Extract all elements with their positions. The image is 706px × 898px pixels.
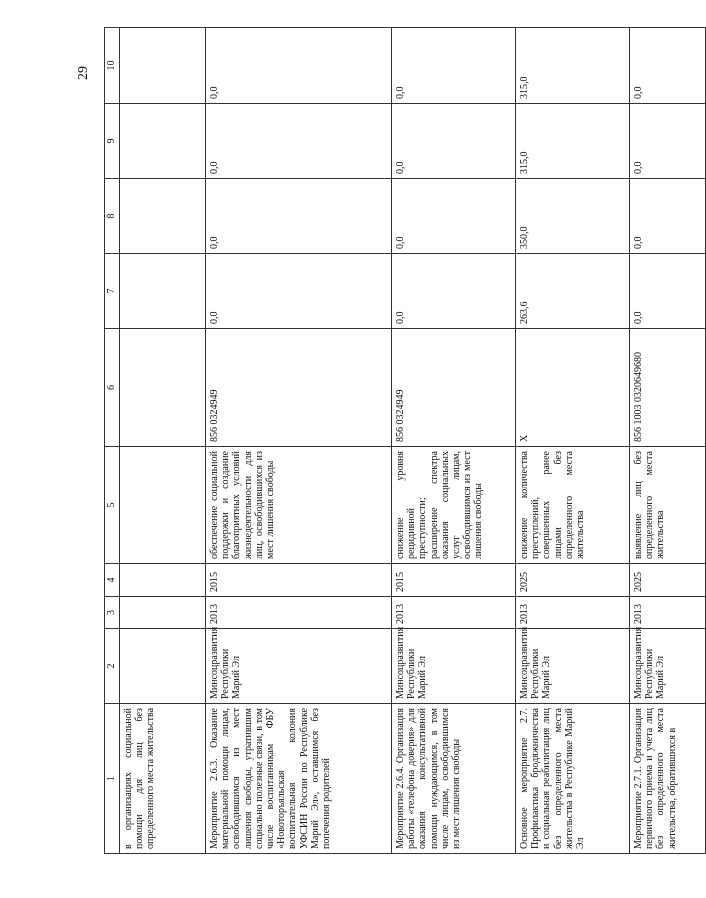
cell-end-year: 2025 — [516, 564, 630, 597]
empty-cell — [120, 28, 206, 104]
cell-value: 0,0 — [206, 179, 392, 254]
empty-cell — [120, 104, 206, 179]
cell-executor: Минсоцразвития Республики Марий Эл — [516, 629, 630, 704]
column-number: 4 — [105, 564, 120, 597]
cell-value: 0,0 — [206, 254, 392, 329]
cell-start-year: 2013 — [392, 597, 516, 629]
cell-value: 315,0 — [516, 104, 630, 179]
cell-budget-code: 856 0324949 — [206, 329, 392, 447]
cell-start-year: 2013 — [630, 597, 706, 629]
page-number: 29 — [76, 66, 91, 80]
cell-result: выявление лиц без определенного места жительства — [630, 447, 706, 564]
column-number: 9 — [105, 104, 120, 179]
cell-value: 0,0 — [206, 28, 392, 104]
cell-value: 0,0 — [392, 254, 516, 329]
cell-value: 0,0 — [206, 104, 392, 179]
cell-value: 0,0 — [630, 179, 706, 254]
column-number: 2 — [105, 629, 120, 704]
cell-value: 0,0 — [630, 28, 706, 104]
column-number: 10 — [105, 28, 120, 104]
cell-value: 263,6 — [516, 254, 630, 329]
cell-end-year: 2025 — [630, 564, 706, 597]
column-number: 6 — [105, 329, 120, 447]
table-row — [392, 28, 516, 854]
cell-result: снижение количества преступлений, совершенных ранее лицами без определенного места жительства — [516, 447, 630, 564]
cell-result: обеспечение социальной поддержки и создание благоприятных условий жизнедеятельности для лиц, освободившихся из мест лишения свободы — [206, 447, 392, 564]
cell-activity: Мероприятие 2.7.1. Организация первичного приема и учета лиц без определенного места жительства, обратившихся в — [630, 704, 706, 854]
column-number: 8 — [105, 179, 120, 254]
cell-activity: Основное мероприятие 2.7. Профилактика бродяжничества и социальная реабилитация лиц без определенного места жительства в Республике Марий Эл — [516, 704, 630, 854]
column-number: 5 — [105, 447, 120, 564]
cell-budget-code: 856 1003 0320649680 — [630, 329, 706, 447]
cell-result: снижение уровня рецидивной преступности; расширение спектра оказания социальных услуг лицам, освободившимся из мест лишения свободы — [392, 447, 516, 564]
table-row — [516, 28, 630, 854]
empty-cell — [120, 564, 206, 597]
empty-cell — [120, 329, 206, 447]
empty-cell — [120, 597, 206, 629]
column-number-row — [105, 28, 120, 854]
empty-cell — [120, 179, 206, 254]
cell-executor: Минсоцразвития Республики Марий Эл — [206, 629, 392, 704]
cell-activity: в организациях социальной помощи для лиц без определенного места жительства — [120, 704, 206, 854]
column-number: 3 — [105, 597, 120, 629]
cell-executor: Минсоцразвития Республики Марий Эл — [392, 629, 516, 704]
cell-value: 315,0 — [516, 28, 630, 104]
cell-value: 0,0 — [630, 254, 706, 329]
cell-start-year: 2013 — [516, 597, 630, 629]
cell-value: 0,0 — [392, 28, 516, 104]
cell-budget-code: X — [516, 329, 630, 447]
program-table — [104, 27, 706, 854]
cell-activity: Мероприятие 2.6.3. Оказание материальной помощи лицам, освободившимся из мест лишения свободы, утратившим социально полезные связи, в том числе воспитанникам ФБУ «Новоторъяльская воспитательная колония УФСИН России по Республике Марий Эл», оставшимся без попечения родителей — [206, 704, 392, 854]
cell-value: 0,0 — [392, 179, 516, 254]
empty-cell — [120, 254, 206, 329]
cell-end-year: 2015 — [206, 564, 392, 597]
cell-budget-code: 856 0324949 — [392, 329, 516, 447]
cell-activity: Мероприятие 2.6.4. Организация работы «телефона доверия» для оказания консультативной помощи нуждающимся, в том числе лицам, освободившимся из мест лишения свободы — [392, 704, 516, 854]
continuation-row — [120, 28, 206, 854]
cell-end-year: 2015 — [392, 564, 516, 597]
table-row — [206, 28, 392, 854]
table-row — [630, 28, 706, 854]
cell-value: 350,0 — [516, 179, 630, 254]
empty-cell — [120, 447, 206, 564]
cell-executor: Минсоцразвития Республики Марий Эл — [630, 629, 706, 704]
cell-start-year: 2013 — [206, 597, 392, 629]
cell-value: 0,0 — [630, 104, 706, 179]
cell-value: 0,0 — [392, 104, 516, 179]
column-number: 7 — [105, 254, 120, 329]
column-number: 1 — [105, 704, 120, 854]
empty-cell — [120, 629, 206, 704]
